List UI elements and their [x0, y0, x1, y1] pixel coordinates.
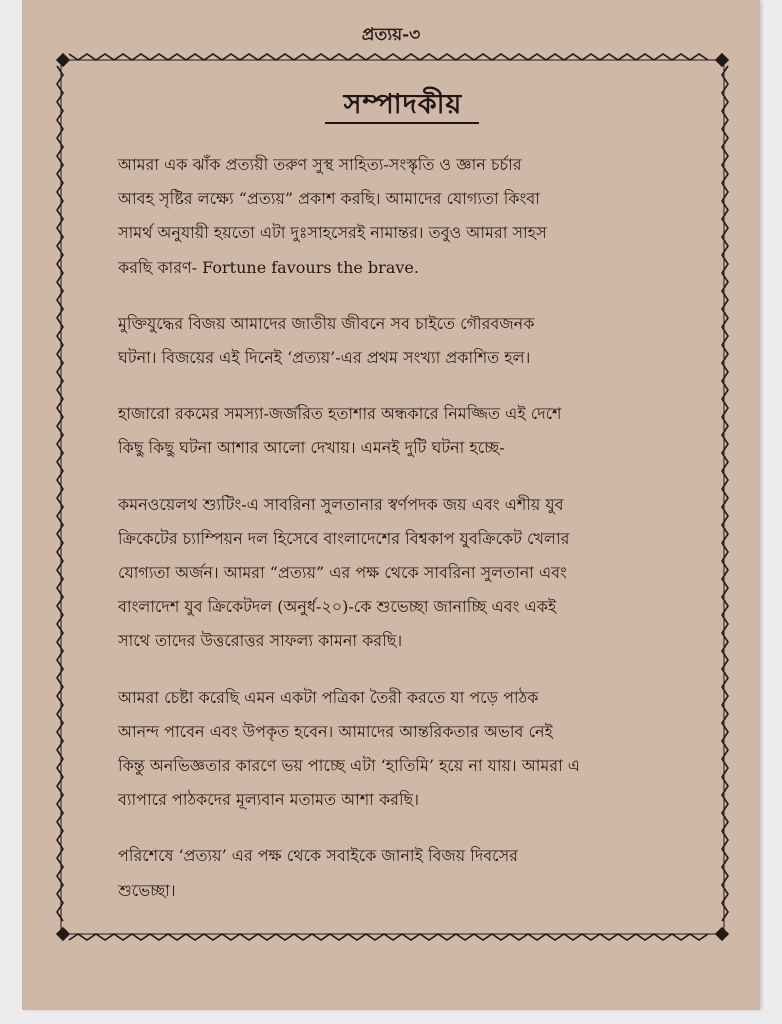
- text-line: ব্যাপারে পাঠকদের মূল্যবান মতামত আশা করছি।: [118, 790, 419, 810]
- text-line: ক্রিকেটের চ্যাম্পিয়ন দল হিসেবে বাংলাদেশের বিশ্বকাপ যুবক্রিকেট খেলার: [118, 528, 570, 548]
- text-line: কিন্তু অনভিজ্ঞতার কারণে ভয় পাচ্ছে এটা ‘হাতিমি’ হয়ে না যায়। আমরা এ: [118, 756, 580, 776]
- paragraph: [90, 397, 710, 465]
- page-header: প্রত্যয়-৩: [361, 25, 421, 45]
- text-line: মুক্তিযুদ্ধের বিজয় আমাদের জাতীয় জীবনে সব চাইতে গৌরবজনক: [118, 313, 535, 333]
- text-line: সাথে তাদের উত্তরোত্তর সাফল্য কামনা করছি।: [118, 631, 403, 651]
- text-line: যোগ্যতা অর্জন। আমরা “প্রত্যয়” এর পক্ষ থেকে সাবরিনা সুলতানা এবং: [118, 563, 567, 583]
- text-line: আমরা এক ঝাঁক প্রত্যয়ী তরুণ সুস্থ সাহিত্য-সংস্কৃতি ও জ্ঞান চর্চার: [118, 155, 522, 174]
- paragraph: [90, 681, 710, 818]
- editorial-title: সম্পাদকীয়: [343, 89, 463, 120]
- paragraph: [90, 839, 710, 907]
- text-line: পরিশেষে ‘প্রত্যয়’ এর পক্ষ থেকে সবাইকে জানাই বিজয় দিবসের: [118, 846, 518, 866]
- text-line: বাংলাদেশ যুব ক্রিকেটদল (অনুর্ধ-২০)-কে শুভেচ্ছা জানাচ্ছি এবং একই: [118, 597, 557, 617]
- text-line: কিছু কিছু ঘটনা আশার আলো দেখায়। এমনই দুটি ঘটনা হচ্ছে-: [118, 438, 505, 458]
- text-line: সামর্থ অনুযায়ী হয়তো এটা দুঃসাহসেরই নামান্তর। তবুও আমরা সাহস: [118, 223, 547, 243]
- text-line: আনন্দ পাবেন এবং উপকৃত হবেন। আমাদের আন্তরিকতার অভাব নেই: [118, 721, 553, 741]
- text-line: হাজারো রকমের সমস্যা-জর্জরিত হতাশার অন্ধকারে নিমজ্জিত এই দেশে: [118, 404, 562, 424]
- text-line: আমরা চেষ্টা করেছি এমন একটা পত্রিকা তৈরী করতে যা পড়ে পাঠক: [118, 687, 539, 707]
- text-line: শুভেচ্ছা।: [118, 880, 176, 900]
- paragraph: [90, 488, 710, 659]
- text-line: আবহ সৃষ্টির লক্ষ্যে “প্রত্যয়” প্রকাশ করছি। আমাদের যোগ্যতা কিংবা: [118, 189, 540, 209]
- text-line: করছি কারণ- Fortune favours the brave.: [118, 257, 419, 277]
- title-underline: [325, 122, 479, 124]
- paragraph: [90, 307, 710, 375]
- text-line: কমনওয়েলথ শ্যুটিং-এ সাবরিনা সুলতানার স্বর্ণপদক জয় এবং এশীয় যুব: [118, 494, 564, 514]
- paragraph: [90, 148, 710, 285]
- text-line: ঘটনা। বিজয়ের এই দিনেই ‘প্রত্যয়’-এর প্রথম সংখ্যা প্রকাশিত হল।: [118, 348, 531, 368]
- editorial-body: [90, 148, 710, 930]
